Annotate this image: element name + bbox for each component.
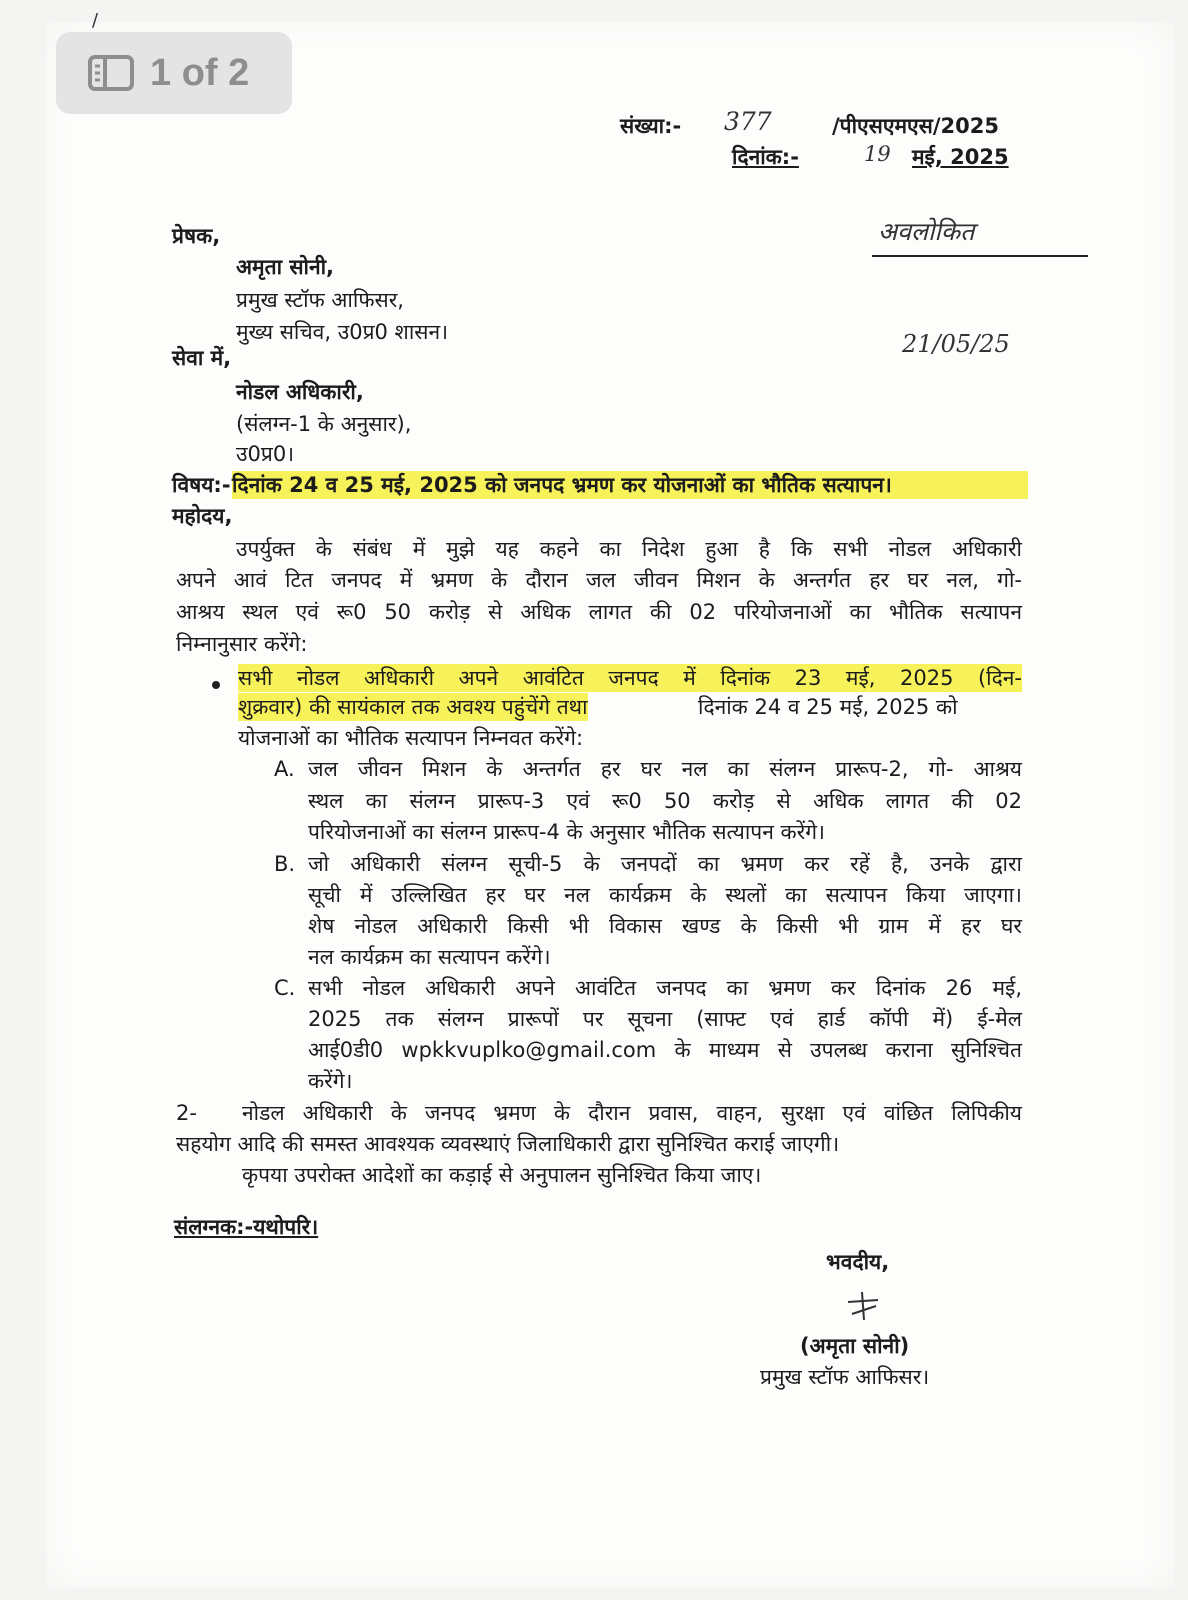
para2-line-1: नोडल अधिकारी के जनपद भ्रमण के दौरान प्रवास, वाहन, सुरक्षा एवं वांछित लिपिकीय (242, 1101, 1022, 1125)
para2-number: 2- (176, 1101, 197, 1125)
subject-text: दिनांक 24 व 25 मई, 2025 को जनपद भ्रमण कर योजनाओं का भौतिक सत्यापन। (232, 471, 1028, 499)
date-day: 19 (864, 142, 891, 166)
recipient-name: नोडल अधिकारी, (236, 380, 364, 404)
date-label: दिनांक:- (732, 145, 799, 169)
salutation: महोदय, (172, 504, 233, 528)
bullet-line-1: सभी नोडल अधिकारी अपने आवंटित जनपद में दिनांक 23 मई, 2025 (दिन- (238, 666, 1022, 690)
seen-note: अवलोकित (878, 217, 975, 246)
recipient-note: (संलग्न-1 के अनुसार), (236, 412, 412, 436)
intro-line-1: उपर्युक्त के संबंध में मुझे यह कहने का निदेश हुआ है कि सभी नोडल अधिकारी (236, 537, 1022, 561)
signoff-name: (अमृता सोनी) (800, 1334, 910, 1358)
item-b-line-2: सूची में उल्लिखित हर घर नल कार्यक्रम के स्थलों का सत्यापन किया जाएगा। (308, 883, 1022, 907)
item-c-line-2: 2025 तक संलग्न प्रारूपों पर सूचना (साफ्ट एवं हार्ड कॉपी में) ई-मेल (308, 1007, 1022, 1031)
ref-suffix: /पीएसएमएस/2025 (832, 114, 999, 138)
item-b-line-4: नल कार्यक्रम का सत्यापन करेंगे। (308, 945, 551, 969)
item-b-marker: B. (274, 852, 296, 876)
signoff-yours: भवदीय, (826, 1250, 890, 1274)
para2-line-2: सहयोग आदि की समस्त आवश्यक व्यवस्थाएं जिलाधिकारी द्वारा सुनिश्चित कराई जाएगी। (176, 1132, 840, 1156)
subject-label: विषय:- (172, 473, 231, 497)
bullet-line-2-highlight: शुक्रवार) की सायंकाल तक अवश्य पहुंचेंगे तथा (238, 695, 588, 719)
intro-line-3: आश्रय स्थल एवं रू0 50 करोड़ से अधिक लागत की 02 परियोजनाओं का भौतिक सत्यापन (176, 600, 1022, 624)
sender-label: प्रेषक, (172, 224, 221, 248)
page-indicator[interactable] (56, 32, 292, 114)
sidebar-toggle-icon[interactable] (88, 55, 134, 91)
item-c-line-1: सभी नोडल अधिकारी अपने आवंटित जनपद का भ्रमण कर दिनांक 26 मई, (308, 976, 1022, 1000)
item-c-marker: C. (274, 976, 296, 1000)
bullet-line-3: योजनाओं का भौतिक सत्यापन निम्नवत करेंगे: (238, 726, 584, 750)
sender-name: अमृता सोनी, (236, 255, 335, 279)
enclosure: संलग्नक:-यथोपरि। (174, 1215, 319, 1239)
signature-mark (842, 1290, 884, 1324)
item-a-line-3: परियोजनाओं का संलग्न प्रारूप-4 के अनुसार भौतिक सत्यापन करेंगे। (308, 820, 826, 844)
ref-label: संख्या:- (620, 114, 682, 138)
item-c-line-3: आई0डी0 wpkkvuplko@gmail.com के माध्यम से उपलब्ध कराना सुनिश्चित (308, 1038, 1022, 1062)
bullet-dot (212, 681, 220, 689)
recipient-label: सेवा में, (172, 346, 232, 370)
signoff-designation: प्रमुख स्टॉफ आफिसर। (760, 1365, 930, 1389)
handwritten-date: 21/05/25 (902, 330, 1010, 358)
corner-mark: / (92, 10, 99, 31)
sender-office: मुख्य सचिव, उ0प्र0 शासन। (236, 320, 449, 344)
closing-line: कृपया उपरोक्त आदेशों का कड़ाई से अनुपालन सुनिश्चित किया जाए। (242, 1163, 762, 1187)
item-b-line-3: शेष नोडल अधिकारी किसी भी विकास खण्ड के किसी भी ग्राम में हर घर (308, 914, 1022, 938)
item-a-line-1: जल जीवन मिशन के अन्तर्गत हर घर नल का संलग्न प्रारूप-2, गो- आश्रय (308, 757, 1022, 781)
item-a-line-2: स्थल का संलग्न प्रारूप-3 एवं रू0 50 करोड़ से अधिक लागत की 02 (308, 789, 1022, 813)
item-b-line-1: जो अधिकारी संलग्न सूची-5 के जनपदों का भ्रमण कर रहें है, उनके द्वारा (308, 852, 1022, 876)
bullet-line-2-rest: दिनांक 24 व 25 मई, 2025 को (698, 695, 958, 719)
item-a-marker: A. (274, 757, 295, 781)
intro-line-4: निम्नानुसार करेंगे: (176, 632, 308, 656)
seen-note-underline (872, 255, 1088, 257)
intro-line-2: अपने आवं टित जनपद में भ्रमण के दौरान जल जीवन मिशन के अन्तर्गत हर घर नल, गो- (176, 568, 1022, 592)
ref-number: 377 (724, 107, 772, 136)
recipient-place: उ0प्र0। (236, 442, 295, 466)
sender-designation: प्रमुख स्टॉफ आफिसर, (236, 288, 404, 312)
date-rest: मई, 2025 (912, 145, 1009, 169)
page-indicator-text: 1 of 2 (150, 51, 250, 94)
item-c-line-4: करेंगे। (308, 1069, 353, 1093)
